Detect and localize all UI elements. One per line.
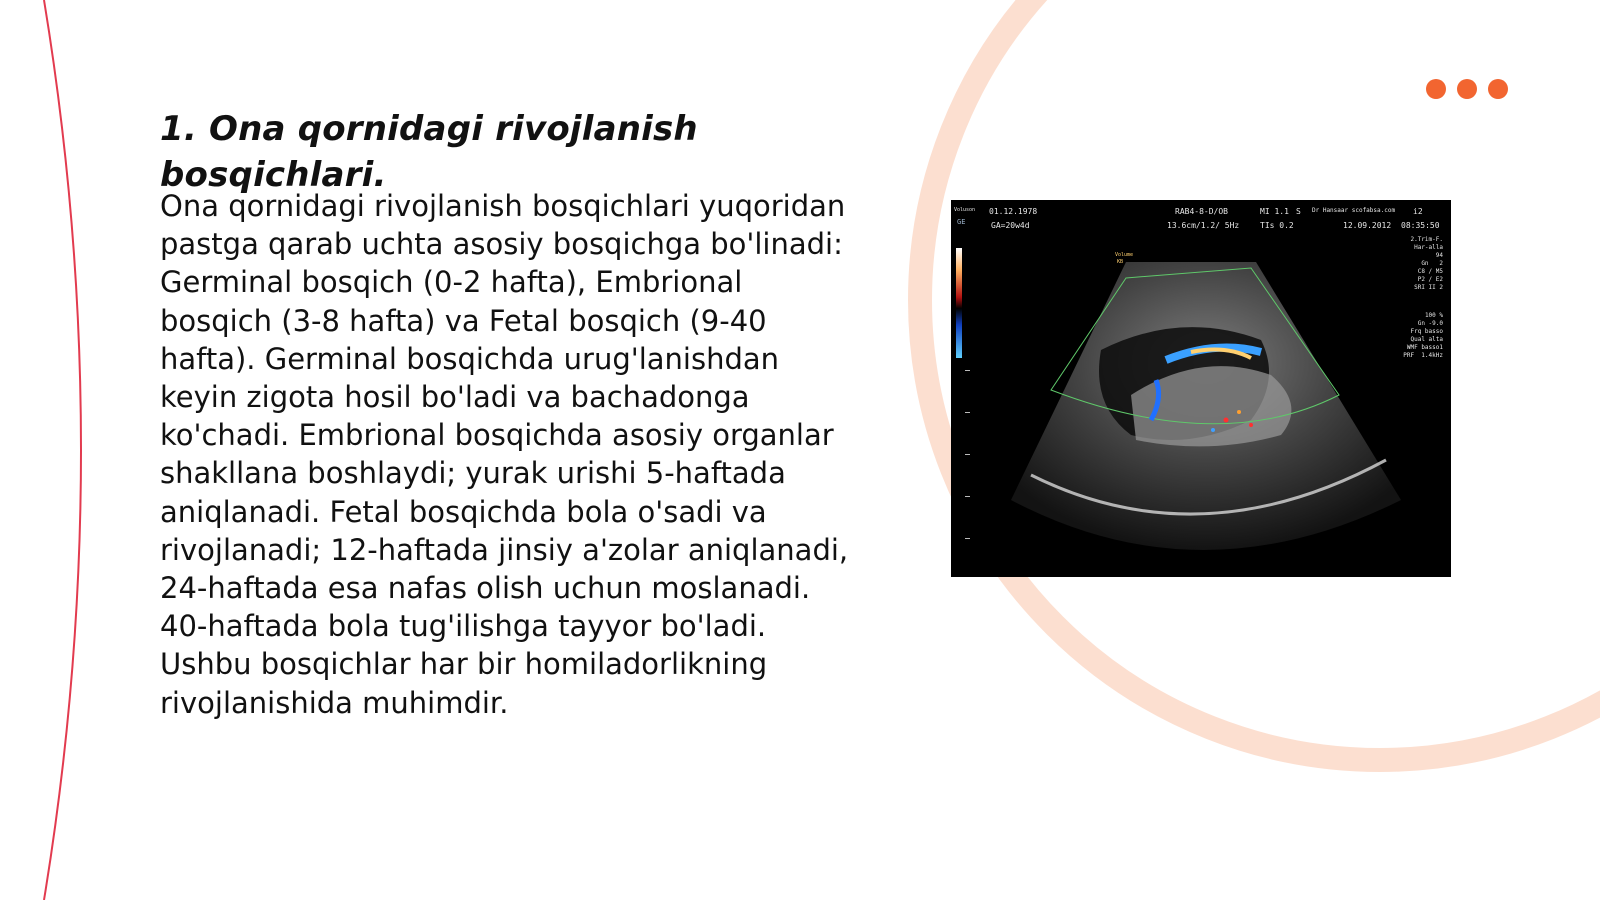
- operator-code: i2: [1413, 207, 1423, 216]
- mi-label: MI 1.1: [1260, 207, 1289, 216]
- flag-label: S: [1296, 207, 1301, 216]
- patient-dob: 01.12.1978: [989, 207, 1038, 216]
- dot: [1488, 79, 1508, 99]
- volume-value: KB: [1117, 259, 1124, 265]
- settings-panel-bottom: 100 % Gn -9.0 Frq basso Qual alta WMF basso1 PRF 1.4kHz: [1403, 312, 1443, 359]
- operator-label: Dr Hansaar scofabsa.com: [1312, 207, 1396, 214]
- ge-logo-icon: GE: [957, 218, 966, 226]
- scan-time: 08:35:50: [1401, 221, 1440, 230]
- slide-title: 1. Ona qornidagi rivojlanish bosqichlari.: [160, 109, 698, 195]
- three-dots-icon: [1426, 79, 1508, 99]
- ultrasound-image: [951, 200, 1451, 577]
- settings-panel-top: 2.Trim-F. Har-alla 94 Gn 2 C8 / M5 P2 / E2 SRI II 2: [1410, 236, 1443, 291]
- volume-label: Volume: [1115, 252, 1134, 258]
- color-scale-bar: [956, 248, 962, 358]
- dot: [1457, 79, 1477, 99]
- depth-label: 13.6cm/1.2/ 5Hz: [1167, 221, 1240, 230]
- left-curve-line: [44, 0, 81, 900]
- tis-label: TIs 0.2: [1260, 221, 1294, 230]
- ultrasound-scan-graphic: [951, 200, 1451, 577]
- probe-label: RAB4-8-D/OB: [1175, 207, 1228, 216]
- brand-label: Voluson: [954, 207, 976, 213]
- gestational-age: GA=20w4d: [991, 221, 1030, 230]
- scan-date: 12.09.2012: [1343, 221, 1392, 230]
- slide-body-text: Ona qornidagi rivojlanish bosqichlari yuqoridan pastga qarab uchta asosiy bosqichga bo'linadi: Germinal bosqich (0-2 hafta), Embrional bosqich (3-8 hafta) va Fetal bosqich (9-40 hafta). Germinal bosqichda urug'lanishdan keyin zigota hosil bo'ladi va bachadonga ko'chadi. Embrional bosqichda asosiy organlar shakllana boshlaydi; yurak urishi 5-haftada aniqlanadi. Fetal bosqichda bola o'sadi va rivojlanadi; 12-haftada jinsiy a'zolar aniqlanadi, 24-haftada esa nafas olish uchun moslanadi. 40-haftada bola tug'ilishga tayyor bo'ladi. Ushbu bosqichlar har bir homiladorlikning rivojlanishida muhimdir.: [160, 189, 849, 720]
- dot: [1426, 79, 1446, 99]
- depth-scale: [965, 370, 970, 539]
